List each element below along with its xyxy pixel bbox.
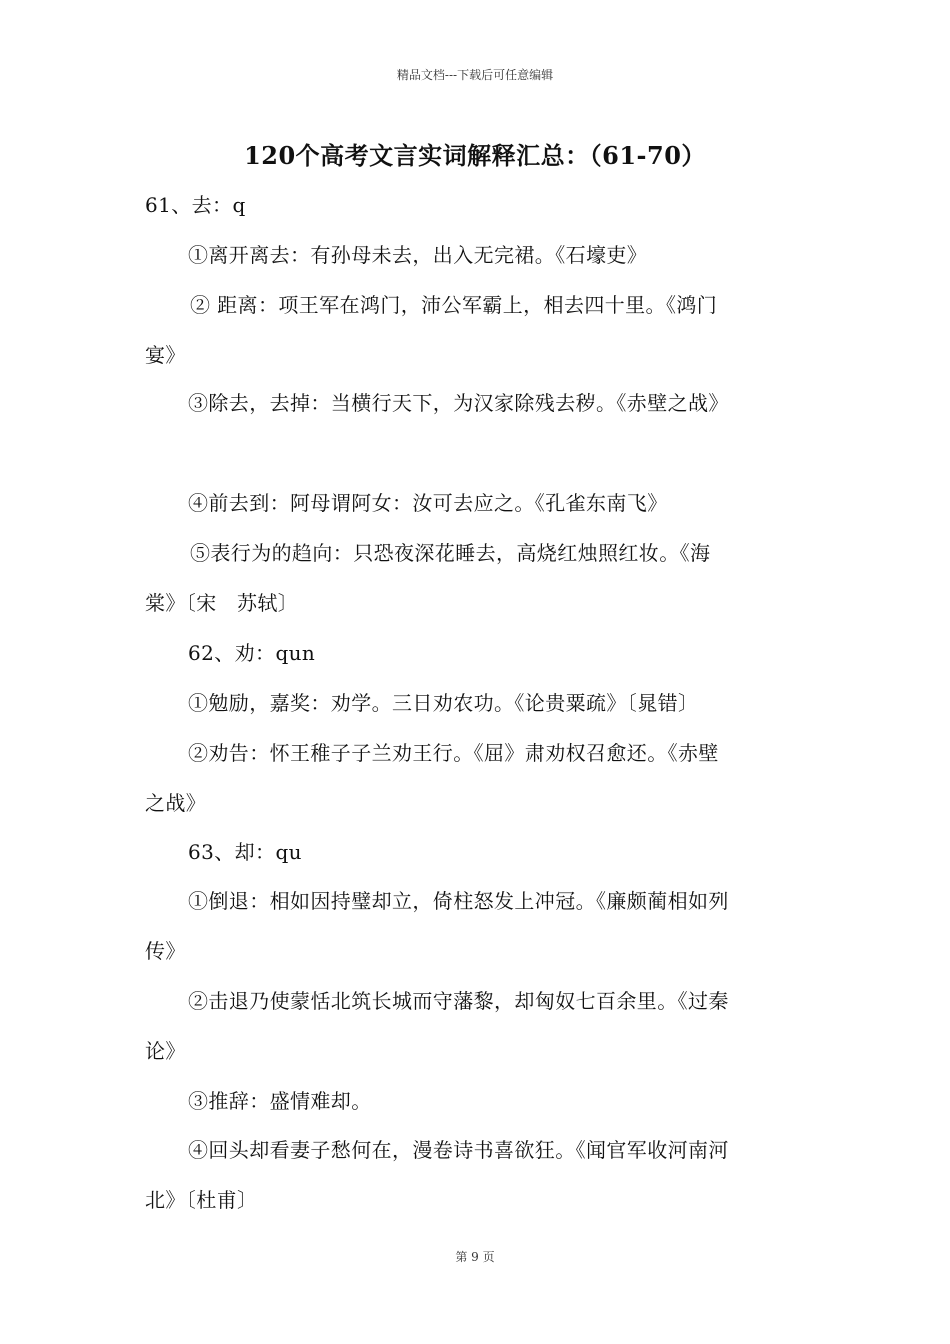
page-header: 精品文档---下载后可任意编辑 [396,68,554,82]
definition-line: ①离开离去：有孙母未去，出入无完裙。《石壕吏》 [188,243,648,267]
definition-line: ⑤表行为的趋向：只恐夜深花睡去，高烧红烛照红妆。《海 [190,541,711,565]
definition-line: ①勉励，嘉奖：劝学。三日劝农功。《论贵粟疏》〔晁错〕 [188,691,699,715]
definition-line: ④回头却看妻子愁何在，漫卷诗书喜欲狂。《闻官军收河南河 [188,1138,729,1162]
definition-continuation: 棠》〔宋 苏轼〕 [145,591,299,615]
definition-continuation: 宴》 [145,343,186,367]
definition-continuation: 北》〔杜甫〕 [145,1188,258,1212]
definition-line: ② 距离：项王军在鸿门，沛公军霸上，相去四十里。《鸿门 [190,293,718,317]
definition-line: ②击退乃使蒙恬北筑长城而守藩黎，却匈奴七百余里。《过秦 [188,989,729,1013]
entry-heading: 62、劝：qun [188,641,316,665]
definition-continuation: 论》 [145,1039,186,1063]
definition-line: ④前去到：阿母谓阿女：汝可去应之。《孔雀东南飞》 [188,491,668,515]
definition-continuation: 传》 [145,939,186,963]
document-title: 120个高考文言实词解释汇总：（61-70） [244,141,706,170]
entry-heading: 61、去：q [145,193,246,217]
definition-line: ③推辞：盛情难却。 [188,1089,372,1113]
definition-line: ③除去，去掉：当横行天下，为汉家除残去秽。《赤壁之战》 [188,391,729,415]
definition-continuation: 之战》 [145,791,207,815]
definition-line: ②劝告：怀王稚子子兰劝王行。《屈》肃劝权召愈还。《赤壁 [188,741,719,765]
entry-heading: 63、却：qu [188,840,302,864]
definition-line: ①倒退：相如因持璧却立，倚柱怒发上冲冠。《廉颇蔺相如列 [188,889,729,913]
page-number: 第 9 页 [455,1250,495,1264]
